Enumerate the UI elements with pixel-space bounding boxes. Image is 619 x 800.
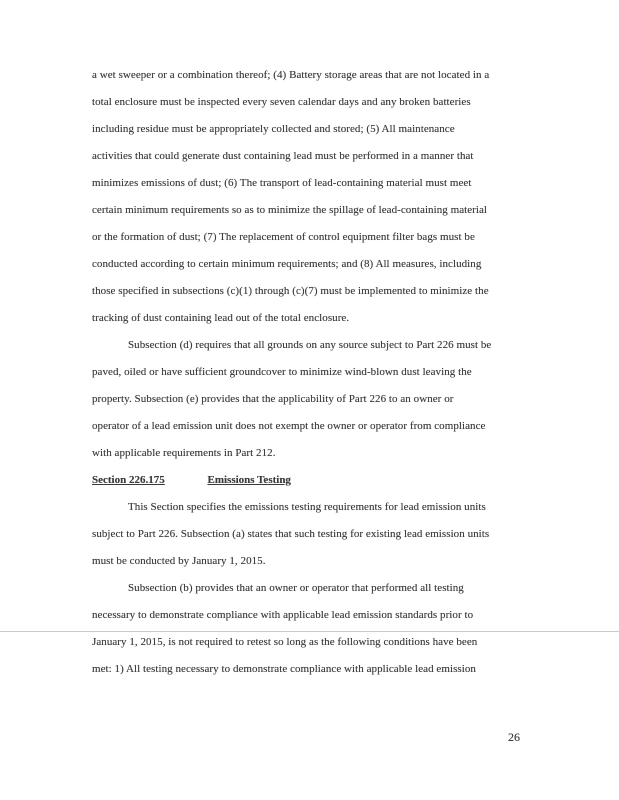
section-heading xyxy=(92,467,532,494)
text-line: conducted according to certain minimum requirements; and (8) All measures, including xyxy=(92,258,482,270)
paragraph-maintenance-requirements xyxy=(92,62,532,332)
text-line: with applicable requirements in Part 212. xyxy=(92,447,276,459)
paragraph-subsection-b xyxy=(92,575,532,683)
text-line: including residue must be appropriately collected and stored; (5) All maintenance xyxy=(92,123,455,135)
text-line: operator of a lead emission unit does not exempt the owner or operator from compliance xyxy=(92,420,486,432)
text-line: those specified in subsections (c)(1) through (c)(7) must be implemented to minimize the xyxy=(92,285,489,297)
text-line: subject to Part 226. Subsection (a) states that such testing for existing lead emission units xyxy=(92,528,490,540)
text-line: necessary to demonstrate compliance with applicable lead emission standards prior to xyxy=(92,609,474,621)
text-line: total enclosure must be inspected every seven calendar days and any broken batteries xyxy=(92,96,471,108)
text-line: met: 1) All testing necessary to demonstrate compliance with applicable lead emission xyxy=(92,663,476,675)
text-line: a wet sweeper or a combination thereof; (4) Battery storage areas that are not located in a xyxy=(92,69,490,81)
text-line: paved, oiled or have sufficient groundcover to minimize wind-blown dust leaving the xyxy=(92,366,472,378)
text-line: must be conducted by January 1, 2015. xyxy=(92,555,266,567)
text-line: Subsection (d) requires that all grounds on any source subject to Part 226 must be xyxy=(128,339,492,351)
document-page xyxy=(92,62,532,683)
text-line: January 1, 2015, is not required to retest so long as the following conditions have been xyxy=(92,636,478,648)
text-line: tracking of dust containing lead out of the total enclosure. xyxy=(92,312,350,324)
paragraph-section-intro xyxy=(92,494,532,575)
text-line: property. Subsection (e) provides that the applicability of Part 226 to an owner or xyxy=(92,393,454,405)
section-number: Section 226.175 xyxy=(92,474,165,486)
section-title: Emissions Testing xyxy=(207,474,291,486)
text-line: This Section specifies the emissions testing requirements for lead emission units xyxy=(128,501,486,513)
scan-divider-line xyxy=(0,631,619,632)
text-line: activities that could generate dust containing lead must be performed in a manner that xyxy=(92,150,474,162)
paragraph-subsection-d-e xyxy=(92,332,532,467)
text-line: minimizes emissions of dust; (6) The transport of lead-containing material must meet xyxy=(92,177,472,189)
text-line: or the formation of dust; (7) The replacement of control equipment filter bags must be xyxy=(92,231,475,243)
text-line: Subsection (b) provides that an owner or operator that performed all testing xyxy=(128,582,464,594)
page-number: 26 xyxy=(508,730,520,744)
text-line: certain minimum requirements so as to minimize the spillage of lead-containing material xyxy=(92,204,488,216)
